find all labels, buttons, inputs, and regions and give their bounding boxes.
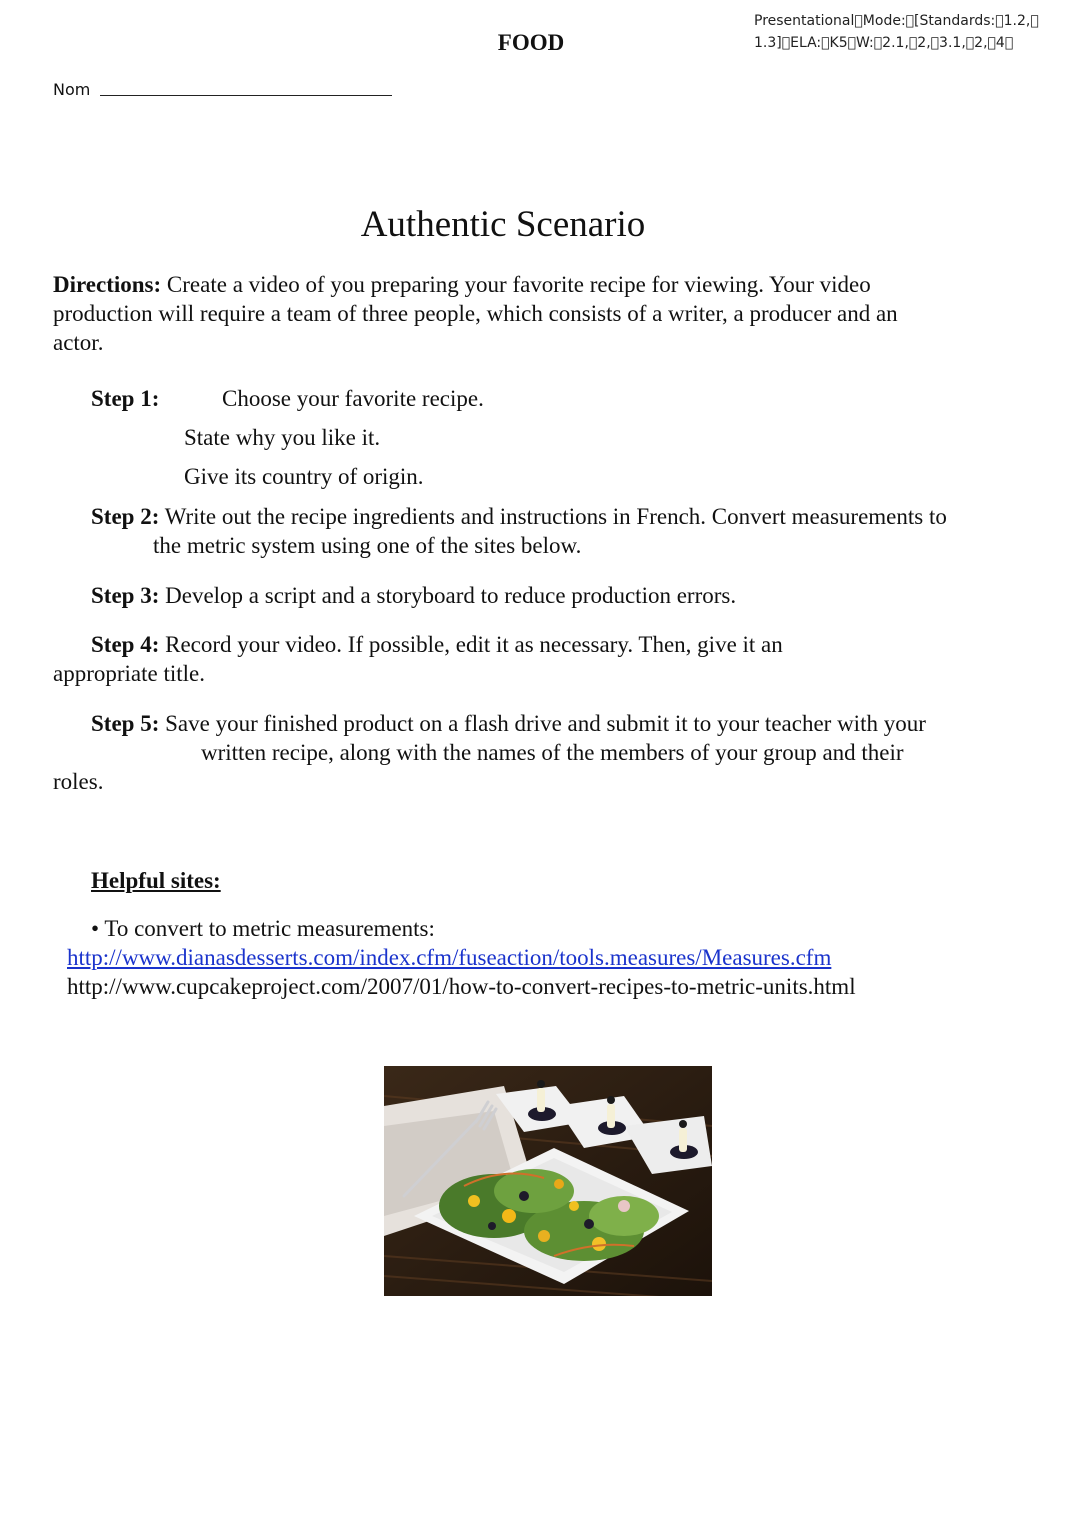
step-3-label: Step 3: (91, 583, 160, 608)
step-1 (53, 384, 953, 501)
directions-paragraph (53, 270, 953, 357)
step-3 (53, 581, 953, 610)
step-2-label: Step 2: (91, 504, 160, 529)
dianas-desserts-link[interactable]: http://www.dianasdesserts.com/index.cfm/fuseaction/tools.measures/Measures.cfm (67, 945, 832, 970)
step-2-text-a: Write out the recipe ingredients and instructions in French. Convert measurements to (159, 504, 947, 529)
step-1-line-1: Choose your favorite recipe. (222, 386, 484, 411)
directions-label: Directions: (53, 272, 162, 297)
step-5-text-a: Save your finished product on a flash drive and submit it to your teacher with your (159, 711, 926, 736)
step-1-line-2: State why you like it. (184, 425, 381, 450)
page-title (0, 30, 1066, 56)
scenario-title: Authentic Scenario (360, 204, 646, 245)
standards-line-2: 1.3] ELA: K5 W: 2.1, 2, 3.1, 2, 4  (754, 35, 1014, 51)
step-2-text-b: the metric system using one of the sites below. (153, 533, 582, 558)
directions-text: Create a video of you preparing your favorite recipe for viewing. Your video production will require a team of three people, which consists of a writer, a producer and an actor. (53, 272, 898, 355)
step-5-text-b: written recipe, along with the names of the members of your group and their roles. (53, 740, 904, 794)
name-field (53, 80, 392, 99)
step-4 (53, 630, 853, 688)
name-blank-line[interactable] (100, 94, 392, 96)
step-4-label: Step 4: (91, 632, 160, 657)
step-5 (53, 709, 953, 796)
step-4-text: Record your video. If possible, edit it as necessary. Then, give it an appropriate title. (53, 632, 783, 686)
helpful-sites-heading: Helpful sites: (91, 868, 221, 893)
step-1-label: Step 1: (91, 386, 160, 411)
step-2 (53, 502, 953, 560)
step-3-text: Develop a script and a storyboard to reduce production errors. (159, 583, 737, 608)
standards-line-1: Presentational Mode: [Standards: 1.2,  (754, 13, 1039, 29)
salad-plate-illustration (384, 1066, 712, 1296)
step-5-label: Step 5: (91, 711, 160, 736)
metric-bullet: • To convert to metric measurements: (91, 916, 435, 941)
cupcake-project-url: http://www.cupcakeproject.com/2007/01/how-to-convert-recipes-to-metric-units.html (67, 974, 856, 999)
page-title-text: FOOD (497, 30, 565, 55)
name-label: Nom (53, 80, 91, 99)
food-photo (384, 1066, 712, 1296)
step-1-line-3: Give its country of origin. (184, 464, 424, 489)
